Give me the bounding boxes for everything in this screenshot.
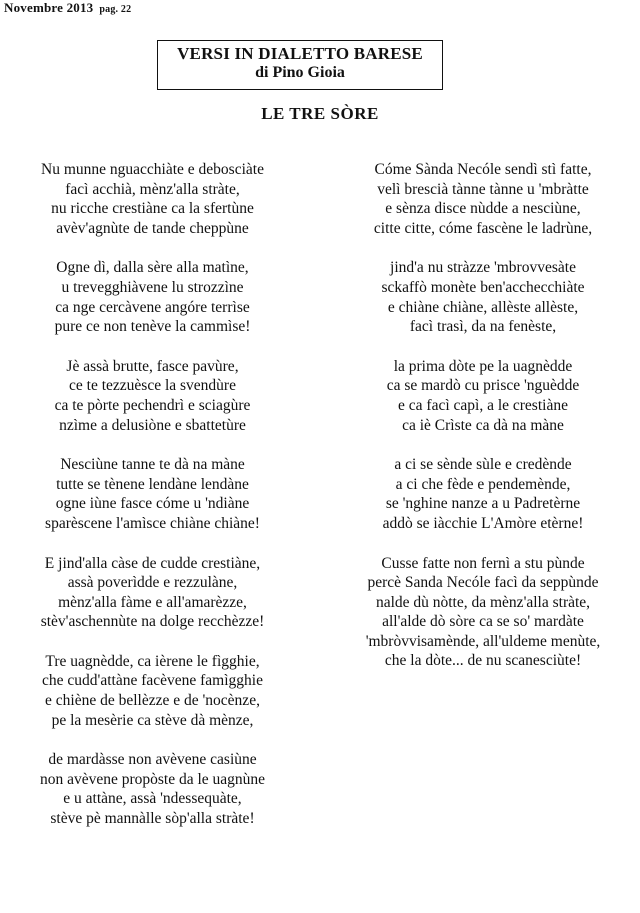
- verse-line: velì brescià tànne tànne u 'mbràtte: [377, 180, 589, 198]
- verse-line: Nesciùne tanne te dà na màne: [60, 456, 245, 474]
- page-header: [4, 0, 131, 16]
- verse-line: all'alde dò sòre ca se so' mardàte: [382, 613, 584, 631]
- issue-date: Novembre 2013: [4, 0, 94, 15]
- verse-line: E jind'alla càse de cudde crestiàne,: [44, 554, 261, 572]
- verse-line: pure ce non tenève la cammìse!: [54, 318, 251, 336]
- verse-line: Ogne dì, dalla sère alla matìne,: [56, 259, 249, 277]
- verse-line: Cóme Sànda Necóle sendì stì fatte,: [374, 161, 592, 178]
- verse-line: ca se mardò cu prisce 'nguèdde: [386, 377, 580, 395]
- verse-line: nu ricche crestiàne ca la sfertùne: [51, 200, 254, 218]
- verse-line: facì trasì, da na fenèste,: [409, 318, 557, 336]
- verse-line: che cudd'attàne facèvene famìgghie: [42, 672, 263, 690]
- verse-line: de mardàsse non avèvene casiùne: [48, 751, 257, 769]
- verse-line: jind'a nu stràzze 'mbrovvesàte: [390, 259, 576, 277]
- verse-line: ca te pòrte pechendrì e sciagùre: [54, 396, 251, 414]
- verse-line: mènz'alla fàme e all'amarèzze,: [58, 593, 247, 611]
- verse-line: e ca facì capì, a le crestiàne: [398, 396, 568, 414]
- stanza: [330, 554, 636, 672]
- verse-line: facì acchià, mènz'alla stràte,: [65, 180, 240, 198]
- stanza: [330, 455, 636, 533]
- verse-line: la prima dòte pe la uagnèdde: [393, 357, 573, 375]
- poem-column-right: [330, 160, 636, 691]
- verse-line: e chiàne chiàne, allèste allèste,: [387, 298, 579, 316]
- verse-line: a ci che fède e pendemènde,: [395, 475, 571, 493]
- poem-title: LE TRE SÒRE: [261, 104, 379, 123]
- verse-line: a ci se sènde sùle e credènde: [394, 456, 572, 474]
- title-box: [157, 40, 443, 90]
- verse-line: e chiène de bellèzze e de 'nocènze,: [45, 692, 260, 710]
- verse-line: assà poverìdde e rezzulàne,: [67, 574, 238, 592]
- verse-line: stèv'aschennùte na dolge recchèzze!: [40, 613, 265, 631]
- verse-line: sparèscene l'amìsce chiàne chiàne!: [45, 514, 260, 532]
- page-number: pag. 22: [99, 4, 132, 15]
- verse-line: e sènza disce nùdde a nesciùne,: [385, 200, 581, 218]
- stanza: [0, 258, 305, 336]
- author-line: di Pino Gioia: [255, 64, 345, 81]
- verse-line: avèv'agnùte de tande cheppùne: [56, 219, 249, 237]
- verse-line: Nu munne nguacchiàte e debosciàte: [41, 161, 264, 178]
- stanza: [0, 160, 305, 238]
- verse-line: percè Sanda Necóle facì da seppùnde: [367, 574, 599, 592]
- stanza: [0, 455, 305, 533]
- verse-line: ogne iùne fasce cóme u 'ndiàne: [55, 495, 250, 513]
- verse-line: pe la mesèrie ca stève dà mènze,: [51, 711, 254, 729]
- verse-line: se 'nghine nanze a u Padretèrne: [385, 495, 581, 513]
- stanza: [330, 357, 636, 435]
- stanza: [330, 258, 636, 336]
- verse-line: nzìme a delusiòne e sbattetùre: [59, 416, 246, 434]
- verse-line: addò se iàcchie L'Amòre etèrne!: [382, 514, 584, 532]
- verse-line: e u attàne, assà 'ndessequàte,: [63, 790, 242, 808]
- stanza: [0, 554, 305, 632]
- verse-line: u trevegghiàvene lu strozzìne: [61, 278, 244, 296]
- section-title: VERSI IN DIALETTO BARESE: [177, 44, 423, 63]
- verse-line: Tre uagnèdde, ca ièrene le fìgghie,: [45, 652, 260, 670]
- stanza: [0, 750, 305, 828]
- verse-line: ce te tezzuèsce la svendùre: [69, 377, 236, 395]
- verse-line: citte citte, cóme fascène le ladrùne,: [373, 219, 593, 237]
- stanza: [330, 160, 636, 238]
- verse-line: Cusse fatte non fernì a stu pùnde: [381, 554, 585, 572]
- verse-line: ca iè Crìste ca dà na màne: [402, 416, 564, 434]
- poem-column-left: [0, 160, 305, 849]
- verse-line: sckaffò monète ben'acchecchiàte: [381, 278, 585, 296]
- verse-line: 'mbròvvisamènde, all'uldeme menùte,: [365, 632, 601, 650]
- stanza: [0, 652, 305, 730]
- verse-line: ca nge cercàvene angóre terrìse: [55, 298, 250, 316]
- verse-line: che la dòte... de nu scanesciùte!: [384, 652, 582, 670]
- verse-line: stève pè mannàlle sòp'alla stràte!: [50, 810, 255, 828]
- stanza: [0, 357, 305, 435]
- verse-line: non avèvene propòste da le uagnùne: [39, 770, 266, 788]
- verse-line: tutte se tènene lendàne lendàne: [56, 475, 249, 493]
- verse-line: nalde dù nòtte, da mènz'alla stràte,: [375, 593, 591, 611]
- verse-line: Jè assà brutte, fasce pavùre,: [66, 357, 239, 375]
